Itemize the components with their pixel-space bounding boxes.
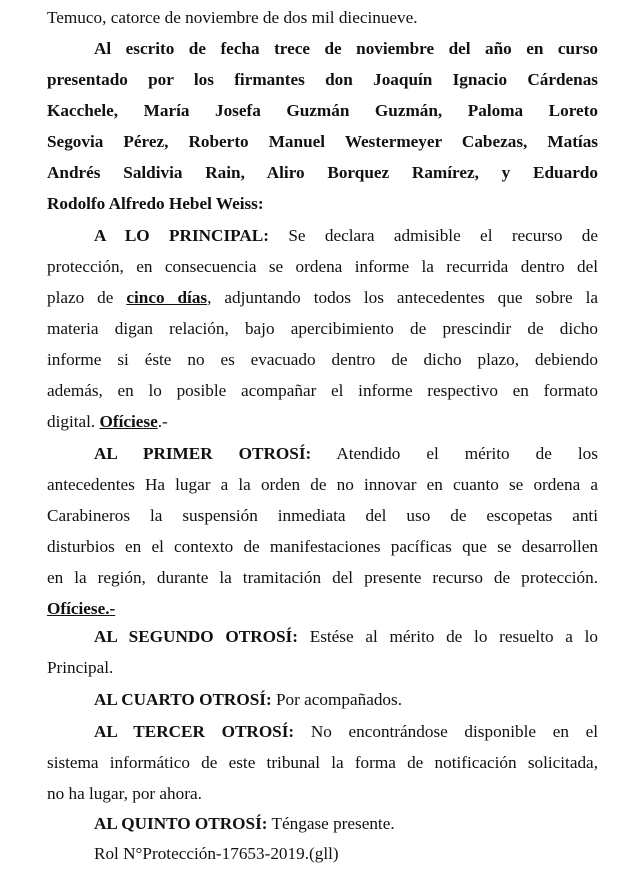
quinto-text: Téngase presente. (271, 814, 395, 833)
segundo-line-1 (94, 621, 598, 652)
primer-line-3: Carabineros la suspensión inmediata del uso de escopetas anti (47, 506, 598, 525)
principal-heading: A LO PRINCIPAL: (94, 226, 269, 245)
principal-line-2: protección, en consecuencia se ordena informe la recurrida dentro del (47, 257, 598, 276)
primer-line-2: antecedentes Ha lugar a la orden de no innovar en cuanto se ordena a (47, 475, 598, 494)
intro-line-3: Kacchele, María Josefa Guzmán Guzmán, Paloma Loreto (47, 101, 598, 120)
tercer-line-2: sistema informático de este tribunal la forma de notificación solicitada, (47, 753, 598, 772)
principal-text-3b: , adjuntando todos los antecedentes que sobre la (207, 288, 598, 307)
principal-text-3a: plazo de (47, 288, 114, 307)
primer-oficiese: Ofíciese.- (47, 599, 116, 618)
cuarto-heading: AL CUARTO OTROSÍ: (94, 690, 272, 709)
segundo-heading: AL SEGUNDO OTROSÍ: (94, 627, 298, 646)
segundo-line-2: Principal. (47, 658, 114, 677)
principal-line-3 (47, 282, 598, 313)
principal-text-7a: digital. (47, 412, 96, 431)
tercer-text-1: No encontrándose disponible en el (310, 722, 598, 741)
tercer-line-3: no ha lugar, por ahora. (47, 784, 202, 803)
primer-text-1: Atendido el mérito de los (336, 444, 598, 463)
intro-line-1: Al escrito de fecha trece de noviembre del año en curso (94, 39, 598, 58)
principal-text-1: Se declara admisible el recurso de (288, 226, 598, 245)
principal-line-7 (47, 406, 598, 437)
tercer-line-1 (94, 716, 598, 747)
principal-text-7b: .- (157, 412, 168, 431)
segundo-text-1: Estése al mérito de lo resuelto a lo (309, 627, 599, 646)
primer-line-1 (94, 438, 598, 469)
tercer-heading: AL TERCER OTROSÍ: (94, 722, 295, 741)
cuarto-text: Por acompañados. (275, 690, 402, 709)
intro-line-6: Rodolfo Alfredo Hebel Weiss: (47, 194, 264, 213)
intro-line-5: Andrés Saldivia Rain, Aliro Borquez Ramírez, y Eduardo (47, 163, 598, 182)
principal-line-4: materia digan relación, bajo apercibimiento de prescindir de dicho (47, 319, 598, 338)
intro-line-4: Segovia Pérez, Roberto Manuel Westermeyer Cabezas, Matías (47, 132, 598, 151)
quinto-line (94, 808, 598, 839)
principal-line-1 (94, 220, 598, 251)
intro-line-2: presentado por los firmantes don Joaquín Ignacio Cárdenas (47, 70, 598, 89)
primer-heading: AL PRIMER OTROSÍ: (94, 444, 312, 463)
rol-line: Rol N°Protección-17653-2019.(gll) (94, 844, 339, 863)
primer-line-4: disturbios en el contexto de manifestaciones pacíficas que se desarrollen (47, 537, 598, 556)
principal-line-5: informe si éste no es evacuado dentro de dicho plazo, debiendo (47, 350, 598, 369)
quinto-heading: AL QUINTO OTROSÍ: (94, 814, 268, 833)
primer-line-5: en la región, durante la tramitación del presente recurso de protección. (47, 568, 598, 587)
oficiese-emphasis: Ofíciese (99, 412, 158, 431)
cinco-dias-emphasis: cinco días (126, 288, 208, 307)
date-line: Temuco, catorce de noviembre de dos mil diecinueve. (47, 8, 418, 27)
cuarto-line (94, 684, 598, 715)
principal-line-6: además, en lo posible acompañar el informe respectivo en formato (47, 381, 598, 400)
